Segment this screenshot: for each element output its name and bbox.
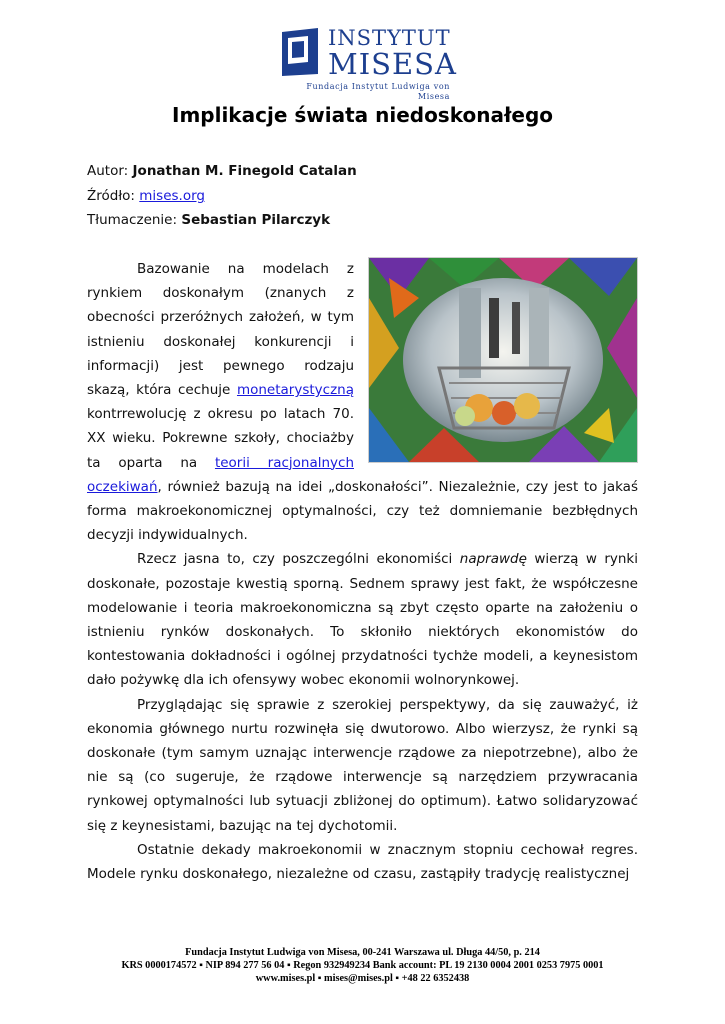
logo-subtitle: Fundacja Instytut Ludwiga von Misesa [306, 82, 450, 101]
translation-label: Tłumaczenie: [87, 212, 178, 228]
logo-emblem-icon [278, 26, 322, 78]
footer-registration: KRS 0000174572 ▪ NIP 894 277 56 04 ▪ Regon 932949234 Bank account: PL 19 2130 0004 2001 0253 7975 0001 [121, 960, 604, 971]
footer-address: Fundacja Instytut Ludwiga von Misesa, 00-241 Warszawa ul. Długa 44/50, p. 214 [185, 947, 540, 958]
page-footer [0, 946, 725, 985]
paragraph-1-text-b: kontrrewolucję z okresu po latach 70. XX wieku. Pokrewne szkoły, chociażby ta oparta na [87, 406, 354, 471]
rational-expectations-link[interactable]: teorii racjonalnych oczekiwań [87, 454, 354, 495]
article-body [87, 257, 638, 886]
paragraph-2-emphasis: naprawdę [459, 551, 527, 568]
monetarist-link[interactable]: monetarystyczną [236, 382, 354, 399]
paragraph-4: Ostatnie dekady makroekonomii w znacznym stopniu cechował regres. Modele rynku doskonałego, niezależne od czasu, zastąpiły tradycję realistycznej [87, 841, 638, 883]
kaleidoscope-illustration [369, 258, 637, 462]
paragraph-1-text-c: , również bazują na idei „doskonałości”. Niezależnie, czy jest to jakaś forma makroekonomicznej optymalności, czy też domniemanie bezbłędnych decyzji indywidualnych. [87, 478, 638, 544]
paragraph-2-text-a: Rzecz jasna to, czy poszczególni ekonomiści [137, 551, 460, 568]
article-title: Implikacje świata niedoskonałego [172, 103, 553, 127]
logo-line-1: INSTYTUT [328, 26, 451, 50]
paragraph-3: Przyglądając się sprawie z szerokiej perspektywy, da się zauważyć, iż ekonomia głównego nurtu rozwinęła się dwutorowo. Albo wierzysz, że rynki są doskonałe (tym samym uznając interwencje rządowe za niepotrzebne), albo że nie są (co sugeruje, że rządowe interwencje są narzędziem przywracania rynkowej optymalności lub sytuacji zbliżonej do optimum). Łatwo solidaryzować się z keynesistami, bazując na tej dychotomii. [87, 696, 638, 834]
paragraph-1-text-a: Bazowanie na modelach z rynkiem doskonałym (znanych z obecności przeróżnych założeń, w tym istnieniu doskonałej konkurencji i informacji) jest pewnego rodzaju skazą, która cechuje [87, 261, 354, 399]
source-label: Źródło: [87, 188, 135, 204]
footer-contact: www.mises.pl ▪ mises@mises.pl ▪ +48 22 6352438 [255, 973, 470, 984]
paragraph-2 [87, 547, 638, 692]
translation-line [87, 210, 330, 230]
translator-name: Sebastian Pilarczyk [181, 212, 331, 228]
shopping-cart-kaleidoscope-image [368, 257, 638, 463]
author-line [87, 161, 357, 181]
source-link[interactable]: mises.org [139, 188, 205, 204]
author-label: Autor: [87, 163, 129, 179]
author-name: Jonathan M. Finegold Catalan [132, 163, 357, 179]
paragraph-2-text-b: wierzą w rynki doskonałe, pozostaje kwestią sporną. Sednem sprawy jest fakt, że współczesne modelowanie i teoria makroekonomiczna są zbyt często oparte na założeniu o istnieniu rynków doskonałych. To skłoniło niektórych ekonomistów do kontestowania dokładności i ogólnej przydatności tychże modeli, a keynesistom dało pożywkę dla ich ofensywy wobec ekonomii wolnorynkowej. [87, 551, 639, 689]
source-line [87, 186, 205, 206]
logo-line-2: MISESA [328, 47, 457, 81]
institute-logo [278, 24, 457, 101]
